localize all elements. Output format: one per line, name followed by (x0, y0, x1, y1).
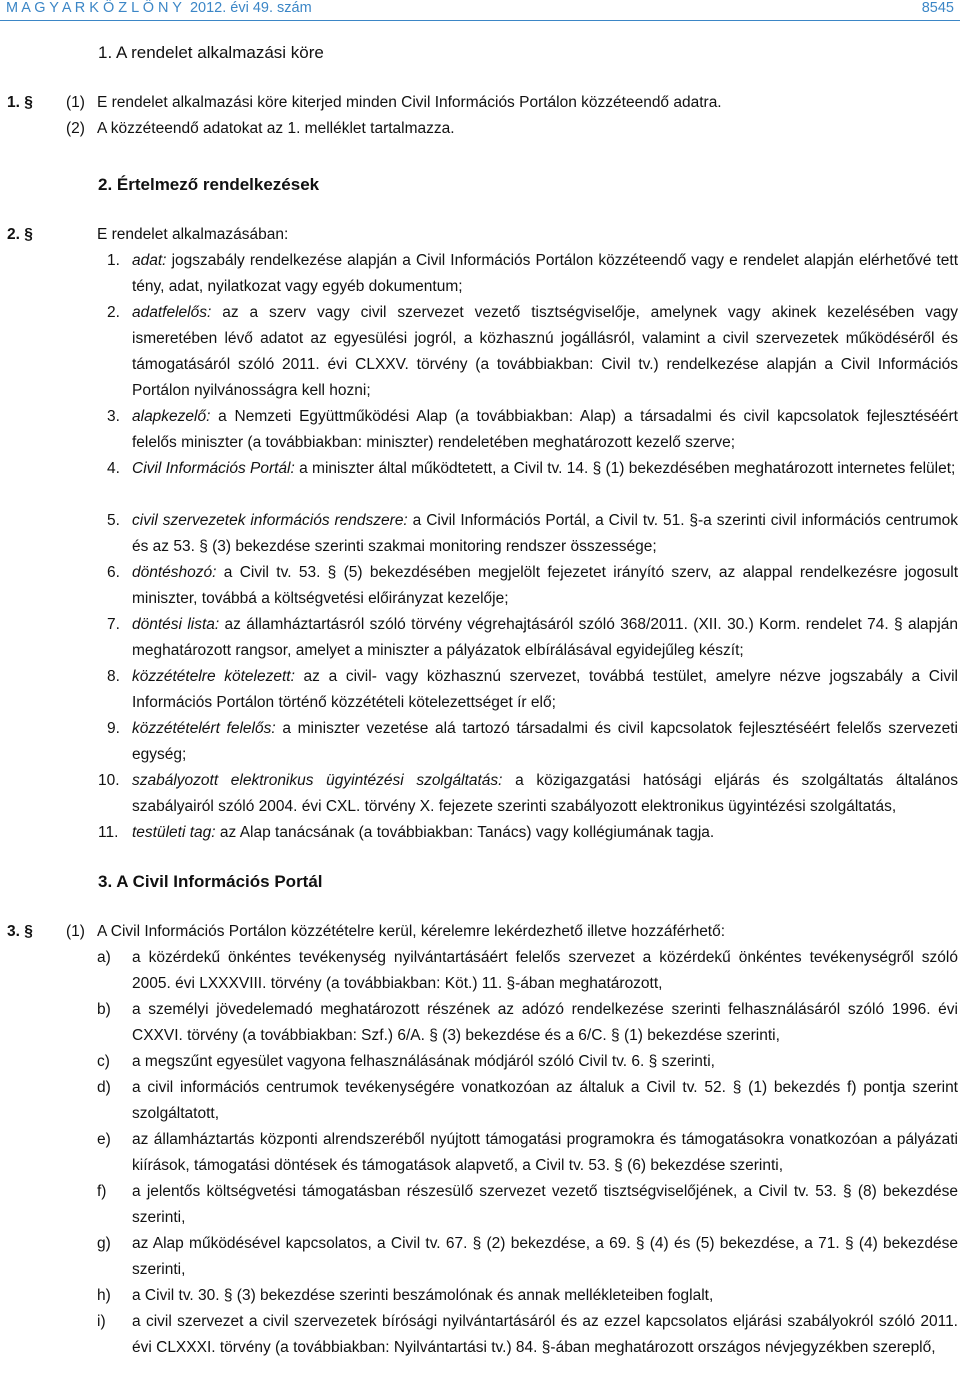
item-text: az Alap működésével kapcsolatos, a Civil tv. 67. § (2) bekezdése, a 69. § (4) és (5) bekezdése, a 71. § (4) bekezdése szerinti, (132, 1235, 958, 1278)
journal-name: M A G Y A R K Ö Z L Ö N Y (6, 0, 182, 16)
section1-clause2-number: (2) (66, 120, 85, 137)
section2-title: 2. Értelmező rendelkezések (98, 175, 320, 194)
definition-item (132, 612, 958, 664)
definition-number: 7. (107, 616, 120, 633)
section1-clause1-number: (1) (66, 94, 85, 111)
definition-item (132, 248, 958, 300)
section2-intro: E rendelet alkalmazásában: (97, 226, 289, 243)
definition-term: Civil Információs Portál: (132, 460, 295, 477)
header-rule (0, 20, 960, 21)
section1-clause1-text: E rendelet alkalmazási köre kiterjed minden Civil Információs Portálon közzéteendő adatra. (97, 94, 722, 111)
definition-item (132, 768, 958, 820)
page-header (6, 0, 954, 16)
definition-text: jogszabály rendelkezése alapján a Civil Információs Portálon közzéteendő vagy e rendelet alapján elérhetővé tett tény, adat, nyilatkozat vagy egyéb dokumentum; (132, 252, 958, 295)
definition-number: 2. (107, 304, 120, 321)
item-text: a megszűnt egyesület vagyona felhasználásának módjáról szóló Civil tv. 6. § szerinti, (132, 1053, 715, 1070)
definition-item (132, 820, 958, 846)
definition-number: 11. (98, 824, 119, 841)
definition-text: a Nemzeti Együttműködési Alap (a továbbiakban: Alap) a társadalmi és civil kapcsolatok fejlesztéséért felelős miniszter (a továbbiakban: miniszter) rendeletében meghatározott kezelő szerve; (132, 408, 958, 451)
definition-number: 3. (107, 408, 120, 425)
item-letter: g) (97, 1235, 111, 1252)
header-left (6, 0, 312, 16)
item-text: az államháztartás központi alrendszeréből nyújtott támogatási programokra és támogatásokra vonatkozóan a pályázati kiírások, támogatási döntések és támogatások alapvető, a Civil tv. 53. § (6) bekezdése szerinti, (132, 1131, 958, 1174)
definition-term: közzétételre kötelezett: (132, 668, 295, 685)
item-letter: a) (97, 949, 111, 966)
item-text: a közérdekű önkéntes tevékenység nyilvántartásáért felelős szervezet a közérdekű önkéntes tevékenységről szóló 2005. évi LXXXVIII. törvény (a továbbiakban: Köt.) 11. §-ában meghatározott, (132, 949, 958, 992)
definition-item (132, 404, 958, 456)
definition-term: adatfelelős: (132, 304, 212, 321)
definition-text: a miniszter által működtetett, a Civil tv. 14. § (1) bekezdésében meghatározott internetes felület; (294, 460, 956, 477)
definition-term: civil szervezetek információs rendszere: (132, 512, 408, 529)
item-letter: i) (97, 1313, 106, 1330)
section1-paragraph-number: 1. § (7, 94, 33, 111)
item-letter: f) (97, 1183, 107, 1200)
issue-label: 2012. évi 49. szám (189, 0, 312, 16)
definition-term: közzétételért felelős: (132, 720, 276, 737)
definition-number: 9. (107, 720, 120, 737)
item-text: a jelentős költségvetési támogatásban részesülő szervezet vezető tisztségviselőjének, a Civil tv. 53. § (8) bekezdése szerinti, (132, 1183, 958, 1226)
definition-term: döntéshozó: (132, 564, 217, 581)
item-letter: c) (97, 1053, 110, 1070)
item-text: a civil információs centrumok tevékenységére vonatkozóan az általuk a Civil tv. 52. § (1) bekezdés f) pontja szerint szolgáltatott, (132, 1079, 958, 1122)
definition-item (132, 560, 958, 612)
item-letter: d) (97, 1079, 111, 1096)
item-letter: h) (97, 1287, 111, 1304)
definition-term: testületi tag: (132, 824, 216, 841)
section3-clause1-text: A Civil Információs Portálon közzétételre kerül, kérelemre lekérdezhető illetve hozzáférhető: (97, 923, 726, 940)
section1-clause2-text: A közzéteendő adatokat az 1. melléklet tartalmazza. (97, 120, 455, 137)
definition-text: a Civil tv. 53. § (5) bekezdésében megjelölt fejezetet irányító szerv, az alappal rendelkezésre jogosult miniszter, továbbá a költségvetési előirányzat kezelője; (132, 564, 958, 607)
definition-term: adat: (132, 252, 167, 269)
definition-text: az államháztartásról szóló törvény végrehajtásáról szóló 368/2011. (XII. 30.) Korm. rendelet 74. § alapján meghatározott rangsor, amelyet a miniszter a pályázatok elbírálásával egyidejűleg készít; (132, 616, 958, 659)
definition-number: 10. (98, 772, 120, 789)
definition-number: 8. (107, 668, 120, 685)
item-letter: b) (97, 1001, 111, 1018)
definition-item (132, 456, 958, 482)
page-number: 8545 (921, 0, 954, 16)
section2-paragraph-number: 2. § (7, 226, 33, 243)
section1-title: 1. A rendelet alkalmazási köre (98, 43, 324, 62)
definition-text: az a szerv vagy civil szervezet vezető tisztségviselője, amelynek vagy akinek kezelésében vagy ismeretében lévő adatot az egyesülési jogról, a közhasznú jogállásról, valamint a civil szervezetek működéséről és támogatásáról szóló 2011. évi CLXXV. törvény (a továbbiakban: Civil tv.) rendelkezése alapján a Civil Információs Portálon nyilvánosságra kell hozni; (132, 304, 958, 399)
definition-text: az Alap tanácsának (a továbbiakban: Tanács) vagy kollégiumának tagja. (215, 824, 715, 841)
definition-text: a miniszter vezetése alá tartozó társadalmi és civil kapcsolatok fejlesztéséért felelős szervezeti egység; (132, 720, 958, 763)
definition-term: döntési lista: (132, 616, 220, 633)
definition-number: 6. (107, 564, 120, 581)
definition-item (132, 664, 958, 716)
definition-number: 5. (107, 512, 120, 529)
definition-text: a közigazgatási hatósági eljárás és szolgáltatás általános szabályairól szóló 2004. évi CXL. törvény X. fejezete szerinti szabályozott elektronikus ügyintézési szolgáltatás, (132, 772, 958, 815)
section3-clause1-number: (1) (66, 923, 85, 940)
item-text: a Civil tv. 30. § (3) bekezdése szerinti beszámolónak és annak mellékleteiben foglalt, (132, 1287, 714, 1304)
definition-text: az a civil- vagy közhasznú szervezet, továbbá testület, amelyre nézve jogszabály a Civil Információs Portálon történő közzétételi kötelezettséget ír elő; (132, 668, 958, 711)
definition-item (132, 508, 958, 560)
definition-item (132, 716, 958, 768)
section3-title: 3. A Civil Információs Portál (98, 872, 323, 891)
definition-term: szabályozott elektronikus ügyintézési szolgáltatás: (132, 772, 503, 789)
item-letter: e) (97, 1131, 111, 1148)
section3-paragraph-number: 3. § (7, 923, 33, 940)
definition-term: alapkezelő: (132, 408, 211, 425)
item-text: a személyi jövedelemadó meghatározott részének az adózó rendelkezése szerinti felhasználásáról szóló 1996. évi CXXVI. törvény (a továbbiakban: Szf.) 6/A. § (3) bekezdése és a 6/C. § (1) bekezdése szerinti, (132, 1001, 958, 1044)
definition-text: a Civil Információs Portál, a Civil tv. 51. §-a szerinti civil információs centrumok és az 53. § (3) bekezdése szerinti szakmai monitoring rendszer összessége; (132, 512, 958, 555)
definition-number: 4. (107, 460, 120, 477)
item-text: a civil szervezet a civil szervezetek bírósági nyilvántartásáról és az ezzel kapcsolatos eljárási szabályokról szóló 2011. évi CLXXXI. törvény (a továbbiakban: Nyilvántartási tv.) 84. §-ában meghatározott országos névjegyzékben szereplő, (132, 1313, 958, 1356)
definition-item (132, 300, 958, 404)
definition-number: 1. (107, 252, 120, 269)
